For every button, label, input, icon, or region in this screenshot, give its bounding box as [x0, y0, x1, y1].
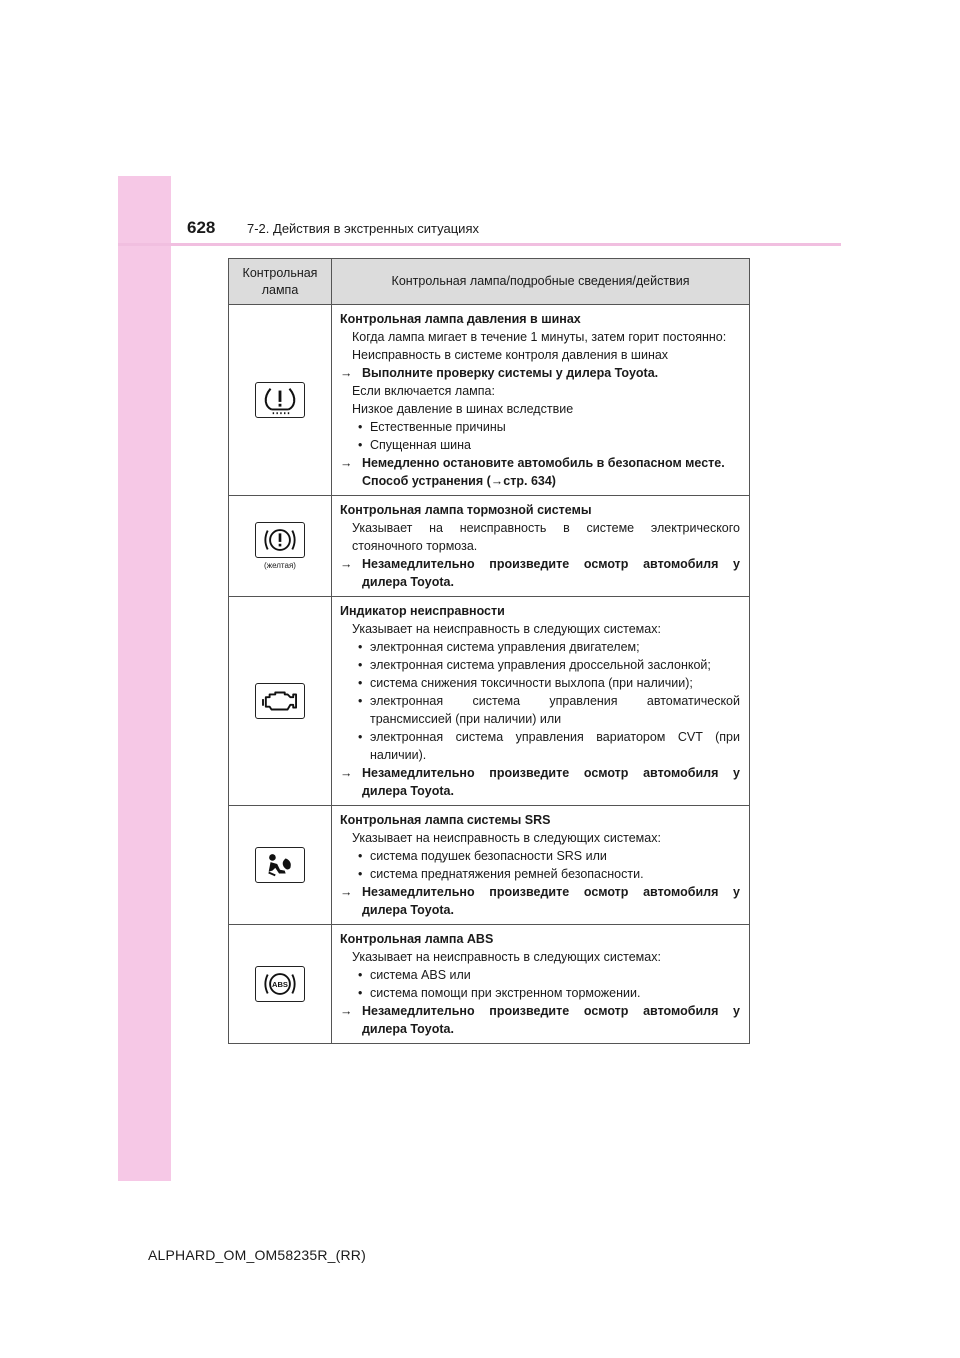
abs-icon-label: ABS: [272, 979, 288, 989]
action-text: → Незамедлительно произведите осмотр автомобиля у дилера Toyota.: [340, 885, 740, 917]
bullet-item: • электронная система управления автоматической трансмиссией (при наличии) или: [340, 692, 740, 728]
bullet-item: • система преднатяжения ремней безопасности.: [340, 865, 740, 883]
parking-brake-warning-icon: [255, 522, 305, 558]
arrow-icon: →: [340, 1004, 353, 1018]
arrow-icon: →: [340, 456, 353, 470]
lamp-description: [332, 597, 750, 806]
check-engine-icon: [255, 683, 305, 719]
bullet-item: • система помощи при экстренном торможении.: [340, 984, 740, 1002]
bullet-item: • электронная система управления дроссельной заслонкой;: [340, 656, 740, 674]
lamp-cell: [229, 597, 332, 806]
lamp-description: [332, 305, 750, 496]
arrow-icon: →: [340, 885, 353, 899]
action-text: → Незамедлительно произведите осмотр автомобиля у дилера Toyota.: [340, 557, 740, 589]
table-row: [229, 925, 750, 1044]
column-header-details: Контрольная лампа/подробные сведения/действия: [332, 259, 750, 305]
lamp-title: Контрольная лампа тормозной системы: [340, 503, 592, 517]
bullet-item: • электронная система управления вариатором CVT (при наличии).: [340, 728, 740, 764]
bullet-item: • Спущенная шина: [340, 436, 740, 454]
lamp-title: Контрольная лампа давления в шинах: [340, 312, 581, 326]
description-text: Указывает на неисправность в следующих системах:: [352, 622, 661, 636]
description-text: Указывает на неисправность в следующих системах:: [352, 831, 661, 845]
action-text: → Немедленно остановите автомобиль в безопасном месте.: [340, 456, 725, 470]
lamp-description: [332, 925, 750, 1044]
page-number: 628: [187, 218, 216, 237]
lamp-description: [332, 496, 750, 597]
lamp-cell: [229, 806, 332, 925]
icon-color-note: (желтая): [264, 561, 296, 570]
description-text: Когда лампа мигает в течение 1 минуты, затем горит постоянно:: [352, 330, 727, 344]
abs-warning-icon: [255, 966, 305, 1002]
action-text: → Незамедлительно произведите осмотр автомобиля у дилера Toyota.: [340, 1004, 740, 1036]
description-text: Неисправность в системе контроля давления в шинах: [352, 348, 669, 362]
description-text: Низкое давление в шинах вследствие: [352, 402, 574, 416]
lamp-title: Контрольная лампа ABS: [340, 932, 494, 946]
header-rule: [118, 243, 841, 246]
action-text: → Незамедлительно произведите осмотр автомобиля у дилера Toyota.: [340, 766, 740, 798]
column-header-lamp: Контрольная лампа: [229, 259, 332, 305]
tire-pressure-warning-icon: [255, 382, 305, 418]
lamp-cell: [229, 925, 332, 1044]
description-text: Если включается лампа:: [352, 384, 495, 398]
description-text: Указывает на неисправность в следующих системах:: [352, 950, 661, 964]
table-row: [229, 496, 750, 597]
table-header-row: [229, 259, 750, 305]
srs-airbag-warning-icon: [255, 847, 305, 883]
section-side-bar: [118, 176, 171, 1181]
bullet-item: • система снижения токсичности выхлопа (при наличии);: [340, 674, 740, 692]
table-row: [229, 806, 750, 925]
lamp-title: Индикатор неисправности: [340, 604, 505, 618]
bullet-item: • электронная система управления двигателем;: [340, 638, 740, 656]
lamp-title: Контрольная лампа системы SRS: [340, 813, 551, 827]
action-text: → Выполните проверку системы у дилера Toyota.: [340, 366, 659, 380]
description-text: Указывает на неисправность в системе электрического стояночного тормоза.: [352, 521, 740, 553]
bullet-item: • система ABS или: [340, 966, 740, 984]
bullet-item: • система подушек безопасности SRS или: [340, 847, 740, 865]
lamp-description: [332, 806, 750, 925]
section-title: 7-2. Действия в экстренных ситуациях: [247, 221, 479, 236]
bullet-item: • Естественные причины: [340, 418, 740, 436]
lamp-cell: [229, 305, 332, 496]
table-row: [229, 305, 750, 496]
arrow-icon: →: [340, 766, 353, 780]
lamp-cell: [229, 496, 332, 597]
document-code: ALPHARD_OM_OM58235R_(RR): [148, 1247, 366, 1263]
arrow-icon: →: [340, 366, 353, 380]
table-row: [229, 597, 750, 806]
indicator-table: [228, 258, 750, 1044]
page-reference-link[interactable]: Способ устранения (→стр. 634): [362, 474, 556, 488]
arrow-icon: →: [340, 557, 353, 571]
